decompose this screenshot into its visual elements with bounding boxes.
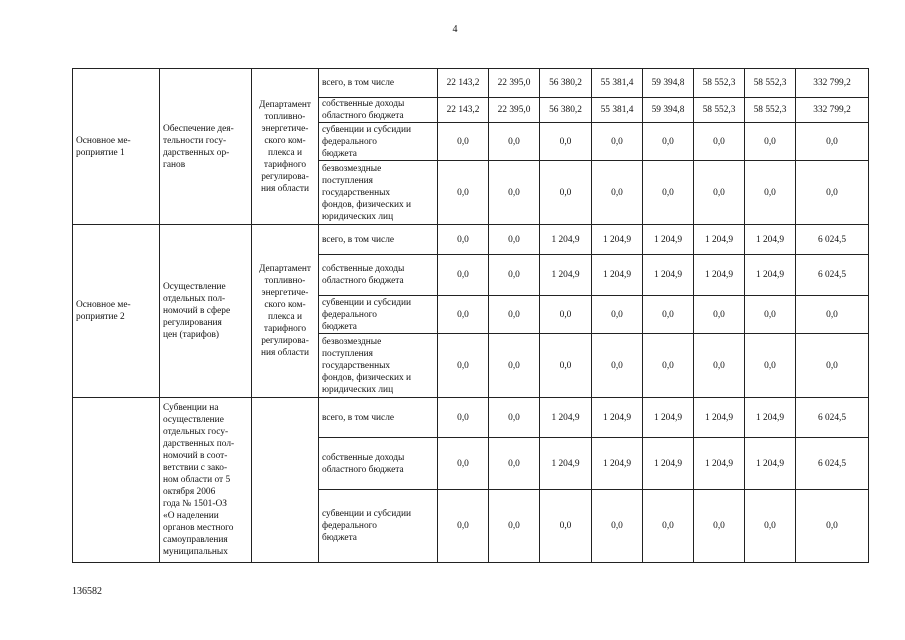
value-cell: 0,0 xyxy=(745,296,796,334)
value-cell: 0,0 xyxy=(694,490,745,563)
measure-cell: Основное ме- роприятие 2 xyxy=(73,225,160,398)
value-cell: 0,0 xyxy=(438,296,489,334)
funding-source-cell: субвенции и субсидии федерального бюджета xyxy=(319,296,438,334)
value-cell: 1 204,9 xyxy=(540,438,592,490)
value-cell: 0,0 xyxy=(592,123,643,161)
value-cell: 0,0 xyxy=(643,161,694,225)
value-cell: 56 380,2 xyxy=(540,98,592,123)
value-cell: 0,0 xyxy=(489,334,540,398)
value-cell: 1 204,9 xyxy=(745,438,796,490)
budget-table xyxy=(72,68,869,563)
department-cell: Департамент топливно- энергетиче- ского ком- плекса и тарифного регулирова- ния области xyxy=(252,225,319,398)
funding-source-cell: всего, в том числе xyxy=(319,398,438,438)
total-value-cell: 0,0 xyxy=(796,296,869,334)
value-cell: 0,0 xyxy=(643,490,694,563)
value-cell: 0,0 xyxy=(592,296,643,334)
total-value-cell: 6 024,5 xyxy=(796,225,869,255)
table-row xyxy=(73,69,869,98)
value-cell: 1 204,9 xyxy=(745,225,796,255)
value-cell: 0,0 xyxy=(489,225,540,255)
value-cell: 0,0 xyxy=(643,296,694,334)
total-value-cell: 6 024,5 xyxy=(796,438,869,490)
measure-cell xyxy=(73,398,160,563)
value-cell: 22 395,0 xyxy=(489,98,540,123)
value-cell: 0,0 xyxy=(694,123,745,161)
value-cell: 0,0 xyxy=(438,334,489,398)
value-cell: 22 143,2 xyxy=(438,69,489,98)
value-cell: 55 381,4 xyxy=(592,98,643,123)
table-row xyxy=(73,225,869,255)
total-value-cell: 6 024,5 xyxy=(796,255,869,296)
value-cell: 0,0 xyxy=(438,255,489,296)
value-cell: 0,0 xyxy=(438,438,489,490)
value-cell: 1 204,9 xyxy=(694,255,745,296)
funding-source-cell: субвенции и субсидии федерального бюджета xyxy=(319,490,438,563)
value-cell: 1 204,9 xyxy=(745,255,796,296)
value-cell: 59 394,8 xyxy=(643,98,694,123)
funding-source-cell: собственные доходы областного бюджета xyxy=(319,255,438,296)
funding-source-cell: собственные доходы областного бюджета xyxy=(319,98,438,123)
value-cell: 1 204,9 xyxy=(694,438,745,490)
value-cell: 0,0 xyxy=(694,296,745,334)
total-value-cell: 0,0 xyxy=(796,123,869,161)
value-cell: 0,0 xyxy=(489,255,540,296)
value-cell: 0,0 xyxy=(592,161,643,225)
value-cell: 0,0 xyxy=(489,296,540,334)
value-cell: 0,0 xyxy=(592,490,643,563)
description-cell: Субвенции на осуществление отдельных госу- дарственных пол- номочий в соот- ветствии с зако- ном области от 5 октября 2006 года № 1501-ОЗ «О наделении органов местного самоуправления муниципальных xyxy=(160,398,252,563)
funding-source-cell: всего, в том числе xyxy=(319,225,438,255)
value-cell: 0,0 xyxy=(489,438,540,490)
value-cell: 1 204,9 xyxy=(540,398,592,438)
value-cell: 1 204,9 xyxy=(694,225,745,255)
total-value-cell: 0,0 xyxy=(796,161,869,225)
value-cell: 0,0 xyxy=(438,490,489,563)
value-cell: 58 552,3 xyxy=(694,69,745,98)
total-value-cell: 0,0 xyxy=(796,334,869,398)
value-cell: 1 204,9 xyxy=(745,398,796,438)
value-cell: 1 204,9 xyxy=(643,438,694,490)
total-value-cell: 0,0 xyxy=(796,490,869,563)
value-cell: 0,0 xyxy=(540,123,592,161)
value-cell: 58 552,3 xyxy=(745,69,796,98)
value-cell: 0,0 xyxy=(438,225,489,255)
value-cell: 0,0 xyxy=(745,161,796,225)
value-cell: 0,0 xyxy=(540,334,592,398)
funding-source-cell: собственные доходы областного бюджета xyxy=(319,438,438,490)
value-cell: 1 204,9 xyxy=(643,255,694,296)
value-cell: 0,0 xyxy=(438,123,489,161)
value-cell: 0,0 xyxy=(489,398,540,438)
value-cell: 0,0 xyxy=(540,490,592,563)
total-value-cell: 6 024,5 xyxy=(796,398,869,438)
value-cell: 0,0 xyxy=(745,123,796,161)
value-cell: 1 204,9 xyxy=(540,255,592,296)
value-cell: 0,0 xyxy=(592,334,643,398)
page-number: 4 xyxy=(452,24,458,35)
value-cell: 0,0 xyxy=(489,161,540,225)
funding-source-cell: субвенции и субсидии федерального бюджета xyxy=(319,123,438,161)
description-cell: Обеспечение дея- тельности госу- дарственных ор- ганов xyxy=(160,69,252,225)
value-cell: 56 380,2 xyxy=(540,69,592,98)
value-cell: 0,0 xyxy=(540,296,592,334)
department-cell xyxy=(252,398,319,563)
funding-source-cell: безвозмездные поступления государственных фондов, физических и юридических лиц xyxy=(319,161,438,225)
value-cell: 1 204,9 xyxy=(592,225,643,255)
document-code: 136582 xyxy=(72,586,102,597)
value-cell: 0,0 xyxy=(745,334,796,398)
value-cell: 59 394,8 xyxy=(643,69,694,98)
value-cell: 58 552,3 xyxy=(694,98,745,123)
value-cell: 0,0 xyxy=(745,490,796,563)
value-cell: 0,0 xyxy=(643,334,694,398)
value-cell: 55 381,4 xyxy=(592,69,643,98)
value-cell: 58 552,3 xyxy=(745,98,796,123)
value-cell: 1 204,9 xyxy=(643,225,694,255)
funding-source-cell: всего, в том числе xyxy=(319,69,438,98)
value-cell: 22 143,2 xyxy=(438,98,489,123)
value-cell: 1 204,9 xyxy=(592,255,643,296)
value-cell: 0,0 xyxy=(540,161,592,225)
total-value-cell: 332 799,2 xyxy=(796,98,869,123)
value-cell: 1 204,9 xyxy=(592,438,643,490)
value-cell: 0,0 xyxy=(643,123,694,161)
description-cell: Осуществление отдельных пол- номочий в сфере регулирования цен (тарифов) xyxy=(160,225,252,398)
value-cell: 22 395,0 xyxy=(489,69,540,98)
department-cell: Департамент топливно- энергетиче- ского ком- плекса и тарифного регулирова- ния области xyxy=(252,69,319,225)
value-cell: 0,0 xyxy=(489,123,540,161)
value-cell: 0,0 xyxy=(694,161,745,225)
measure-cell: Основное ме- роприятие 1 xyxy=(73,69,160,225)
total-value-cell: 332 799,2 xyxy=(796,69,869,98)
funding-source-cell: безвозмездные поступления государственных фондов, физических и юридических лиц xyxy=(319,334,438,398)
value-cell: 1 204,9 xyxy=(694,398,745,438)
value-cell: 0,0 xyxy=(694,334,745,398)
value-cell: 1 204,9 xyxy=(643,398,694,438)
value-cell: 0,0 xyxy=(438,398,489,438)
value-cell: 0,0 xyxy=(438,161,489,225)
table-row xyxy=(73,398,869,438)
value-cell: 1 204,9 xyxy=(540,225,592,255)
value-cell: 0,0 xyxy=(489,490,540,563)
value-cell: 1 204,9 xyxy=(592,398,643,438)
